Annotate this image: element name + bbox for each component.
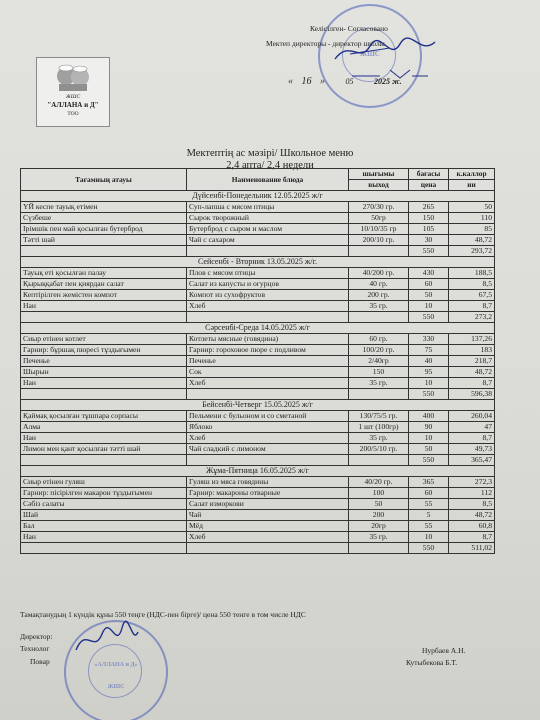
day-title: Сәрсенбі-Среда 14.05.2025 ж/г	[21, 323, 495, 334]
day-total-price: 550	[409, 389, 449, 400]
dish-yield: 20гр	[349, 521, 409, 532]
dish-name-kz: Нан	[21, 433, 187, 444]
dish-name-ru: Чай с сахаром	[187, 235, 349, 246]
date-month: 05	[345, 77, 354, 86]
header-price-top: бағасы	[409, 169, 449, 180]
day-total-price: 550	[409, 312, 449, 323]
day-total-row	[21, 389, 495, 400]
dish-price: 50	[409, 444, 449, 455]
day-header-row	[21, 400, 495, 411]
dish-yield: 60 гр.	[349, 334, 409, 345]
dish-kcal: 67,5	[449, 290, 495, 301]
dish-yield: 35 гр.	[349, 433, 409, 444]
total-blank	[349, 246, 409, 257]
day-title: Дүйсенбі-Понедельник 12.05.2025 ж/г	[21, 191, 495, 202]
dish-name-kz: Қаймақ қосылған тұшпара сорпасы	[21, 411, 187, 422]
day-title: Бейсенбі-Четверг 15.05.2025 ж/г	[21, 400, 495, 411]
dish-name-ru: Хлеб	[187, 378, 349, 389]
day-total-row	[21, 455, 495, 466]
day-title: Сейсенбі - Вторник 13.05.2025 ж/г.	[21, 257, 495, 268]
dish-kcal: 112	[449, 488, 495, 499]
dish-yield: 150	[349, 367, 409, 378]
table-row	[21, 356, 495, 367]
dish-kcal: 272,3	[449, 477, 495, 488]
dish-kcal: 48,72	[449, 235, 495, 246]
day-header-row	[21, 257, 495, 268]
dish-name-ru: Сок	[187, 367, 349, 378]
day-total-price: 550	[409, 543, 449, 554]
table-row	[21, 290, 495, 301]
day-total-kcal: 273,2	[449, 312, 495, 323]
dish-name-ru: Сырок творожный	[187, 213, 349, 224]
table-row	[21, 411, 495, 422]
dish-name-ru: Мёд	[187, 521, 349, 532]
table-body	[21, 191, 495, 554]
date-open-quote: «	[288, 76, 293, 87]
total-blank	[21, 312, 187, 323]
dish-price: 150	[409, 213, 449, 224]
dish-name-kz: Сүзбеше	[21, 213, 187, 224]
dish-price: 10	[409, 532, 449, 543]
approval-line-director: Мектеп директоры - директор школы	[266, 39, 385, 48]
dish-yield: 40/200 гр.	[349, 268, 409, 279]
dish-yield: 35 гр.	[349, 378, 409, 389]
day-total-kcal: 293,72	[449, 246, 495, 257]
dish-name-ru: Печенье	[187, 356, 349, 367]
approval-line-agreed: Келісілген- Согласовано	[310, 24, 388, 33]
day-total-kcal: 511,02	[449, 543, 495, 554]
dish-price: 55	[409, 521, 449, 532]
total-blank	[21, 543, 187, 554]
header-kcal-top: к.каллор	[449, 169, 495, 180]
dish-kcal: 137,26	[449, 334, 495, 345]
header-ru-name: Наименование блюда	[187, 169, 349, 191]
dish-price: 10	[409, 301, 449, 312]
total-blank	[349, 455, 409, 466]
dish-price: 430	[409, 268, 449, 279]
stamp-text: «АЛЛАНА и Д»	[94, 662, 138, 668]
table-row	[21, 378, 495, 389]
total-blank	[21, 455, 187, 466]
dish-yield: 270/30 гр.	[349, 202, 409, 213]
dish-kcal: 260,04	[449, 411, 495, 422]
dish-name-kz: Гарнир: бұршақ пюресі тұздығымен	[21, 345, 187, 356]
dish-yield: 40 гр.	[349, 279, 409, 290]
total-blank	[187, 246, 349, 257]
dish-name-ru: Гарнир: макароны отварные	[187, 488, 349, 499]
table-row	[21, 444, 495, 455]
dish-kcal: 85	[449, 224, 495, 235]
dish-price: 105	[409, 224, 449, 235]
dish-name-ru: Чай сладкий с лимоном	[187, 444, 349, 455]
company-logo	[36, 57, 110, 127]
day-header-row	[21, 191, 495, 202]
dish-yield: 50гр	[349, 213, 409, 224]
dish-yield: 40/20 гр.	[349, 477, 409, 488]
table-row	[21, 213, 495, 224]
dish-yield: 35 гр.	[349, 301, 409, 312]
day-header-row	[21, 323, 495, 334]
total-blank	[187, 543, 349, 554]
dish-price: 365	[409, 477, 449, 488]
director-signature-bottom	[72, 620, 142, 660]
date-day: 16	[301, 76, 312, 87]
dish-kcal: 49,73	[449, 444, 495, 455]
dish-name-kz: Нан	[21, 378, 187, 389]
dish-price: 60	[409, 279, 449, 290]
logo-line-1: ЖШС	[65, 94, 81, 100]
header-kcal-bottom: ии	[449, 180, 495, 191]
dish-price: 10	[409, 433, 449, 444]
table-row	[21, 301, 495, 312]
dish-name-ru: Хлеб	[187, 301, 349, 312]
logo-line-2: "АЛЛАНА и Д"	[47, 101, 99, 109]
header-yield-bottom: выход	[349, 180, 409, 191]
dish-price: 400	[409, 411, 449, 422]
dish-name-ru: Гуляш из мяса говядины	[187, 477, 349, 488]
dish-name-ru: Яблоко	[187, 422, 349, 433]
day-total-row	[21, 312, 495, 323]
director-signature-top	[330, 34, 440, 68]
cook-name: Кутыбекова Б.Т.	[406, 658, 458, 667]
day-total-price: 550	[409, 455, 449, 466]
dish-name-kz: Нан	[21, 532, 187, 543]
dish-yield: 1 шт (100гр)	[349, 422, 409, 433]
dish-kcal: 110	[449, 213, 495, 224]
total-blank	[187, 389, 349, 400]
dish-kcal: 50	[449, 202, 495, 213]
dish-name-ru: Хлеб	[187, 532, 349, 543]
cook-label: Повар	[30, 657, 50, 666]
table-row	[21, 279, 495, 290]
dish-price: 265	[409, 202, 449, 213]
total-blank	[349, 312, 409, 323]
day-total-price: 550	[409, 246, 449, 257]
dish-name-ru: Суп-лапша с мясом птицы	[187, 202, 349, 213]
dish-kcal: 8,7	[449, 532, 495, 543]
menu-table	[20, 168, 495, 554]
dish-name-kz: Тәтті шай	[21, 235, 187, 246]
dish-name-ru: Салат из капусты и огурцов	[187, 279, 349, 290]
header-kz-name: Тағамның атауы	[21, 169, 187, 191]
dish-price: 90	[409, 422, 449, 433]
dish-name-kz: Тауық еті қосылған палау	[21, 268, 187, 279]
day-total-kcal: 596,38	[449, 389, 495, 400]
table-row	[21, 235, 495, 246]
dish-kcal: 8,5	[449, 279, 495, 290]
dish-yield: 200/10 гр.	[349, 235, 409, 246]
dish-name-ru: Чай	[187, 510, 349, 521]
dish-name-ru: Компот из сухофруктов	[187, 290, 349, 301]
dish-kcal: 8,5	[449, 499, 495, 510]
director-name: Нурбаев А.Н.	[422, 646, 466, 655]
table-row	[21, 224, 495, 235]
dish-kcal: 188,5	[449, 268, 495, 279]
date-close-quote: »	[320, 76, 325, 87]
table-row	[21, 202, 495, 213]
dish-price: 40	[409, 356, 449, 367]
dish-name-kz: Сәбіз салаты	[21, 499, 187, 510]
total-blank	[349, 543, 409, 554]
dish-yield: 2/40гр	[349, 356, 409, 367]
dish-name-kz: Сиыр етінен гуляш	[21, 477, 187, 488]
day-total-row	[21, 246, 495, 257]
dish-name-kz: Шырын	[21, 367, 187, 378]
dish-yield: 100/20 гр.	[349, 345, 409, 356]
dish-name-ru: Котлеты мясные (говядина)	[187, 334, 349, 345]
price-footnote: Тамақтанудың 1 күндік құны 550 теңге (НДС-пен бірге)/ цена 550 тенге в том числе НДС	[20, 610, 306, 619]
dish-kcal: 8,7	[449, 433, 495, 444]
dish-name-kz: Кептірілген жемістен компот	[21, 290, 187, 301]
dish-name-kz: Шай	[21, 510, 187, 521]
table-row	[21, 488, 495, 499]
table-row	[21, 477, 495, 488]
table-row	[21, 499, 495, 510]
dish-price: 50	[409, 290, 449, 301]
dish-kcal: 47	[449, 422, 495, 433]
dish-kcal: 48,72	[449, 367, 495, 378]
dish-price: 30	[409, 235, 449, 246]
table-row	[21, 367, 495, 378]
total-blank	[187, 455, 349, 466]
dish-name-kz: ҮЙ кеспе тауық етімен	[21, 202, 187, 213]
table-row	[21, 334, 495, 345]
table-row	[21, 433, 495, 444]
page-title: Мектептің ас мәзірі/ Школьное меню	[186, 148, 354, 159]
table-row	[21, 521, 495, 532]
dish-price: 60	[409, 488, 449, 499]
table-row	[21, 422, 495, 433]
total-blank	[21, 389, 187, 400]
day-total-kcal: 365,47	[449, 455, 495, 466]
header-yield-top: шығымы	[349, 169, 409, 180]
dish-yield: 10/10/35 гр	[349, 224, 409, 235]
dish-name-kz: Нан	[21, 301, 187, 312]
day-total-row	[21, 543, 495, 554]
dish-price: 75	[409, 345, 449, 356]
total-blank	[21, 246, 187, 257]
date-handwriting	[350, 66, 430, 82]
page-subtitle: 2,4 апта/ 2,4 недели	[226, 160, 314, 171]
dish-name-ru: Плов с мясом птицы	[187, 268, 349, 279]
day-title: Жұма-Пятница 16.05.2025 ж/г	[21, 466, 495, 477]
dish-name-ru: Салат изморкови	[187, 499, 349, 510]
dish-price: 10	[409, 378, 449, 389]
dish-kcal: 60,8	[449, 521, 495, 532]
dish-name-ru: Бутерброд с сыром и маслом	[187, 224, 349, 235]
dish-price: 55	[409, 499, 449, 510]
dish-name-kz: Бал	[21, 521, 187, 532]
dish-name-kz: Лимон мен қант қосылған тәтті шай	[21, 444, 187, 455]
dish-kcal: 8,7	[449, 301, 495, 312]
dish-price: 330	[409, 334, 449, 345]
dish-name-ru: Пельмени с бульоном и со сметаной	[187, 411, 349, 422]
technologist-label: Технолог	[20, 644, 50, 653]
stamp-text: ЖШС	[360, 50, 380, 58]
total-blank	[187, 312, 349, 323]
dish-name-kz: Қырыққабат пен қиярдан салат	[21, 279, 187, 290]
table-header	[21, 169, 495, 191]
dish-yield: 200	[349, 510, 409, 521]
dish-price: 95	[409, 367, 449, 378]
table-row	[21, 532, 495, 543]
logo-line-3: ТОО	[67, 111, 79, 117]
dish-yield: 200/5/10 гр.	[349, 444, 409, 455]
dish-name-kz: Гарнир: пісірілген макарон тұздығымен	[21, 488, 187, 499]
dish-name-kz: Алма	[21, 422, 187, 433]
stamp-text-2: ЖШС	[107, 684, 125, 690]
dish-name-ru: Гарнир: гороховое пюре с подливом	[187, 345, 349, 356]
table-row	[21, 268, 495, 279]
dish-name-kz: Сиыр етінен котлет	[21, 334, 187, 345]
header-price-bottom: цена	[409, 180, 449, 191]
table-row	[21, 345, 495, 356]
dish-kcal: 218,7	[449, 356, 495, 367]
dish-yield: 50	[349, 499, 409, 510]
day-header-row	[21, 466, 495, 477]
dish-name-ru: Хлеб	[187, 433, 349, 444]
director-label: Директор:	[20, 632, 53, 641]
dish-kcal: 48,72	[449, 510, 495, 521]
dish-yield: 130/75/5 гр.	[349, 411, 409, 422]
dish-name-kz: Печенье	[21, 356, 187, 367]
dish-kcal: 8,7	[449, 378, 495, 389]
dish-price: 5	[409, 510, 449, 521]
dish-kcal: 183	[449, 345, 495, 356]
dish-name-kz: Ірімшік пен май қосылған бутерброд	[21, 224, 187, 235]
dish-yield: 100	[349, 488, 409, 499]
date-year: 2025 ж.	[374, 77, 402, 86]
table-row	[21, 510, 495, 521]
dish-yield: 200 гр.	[349, 290, 409, 301]
dish-yield: 35 гр.	[349, 532, 409, 543]
chef-logo-icon	[53, 64, 93, 92]
total-blank	[349, 389, 409, 400]
